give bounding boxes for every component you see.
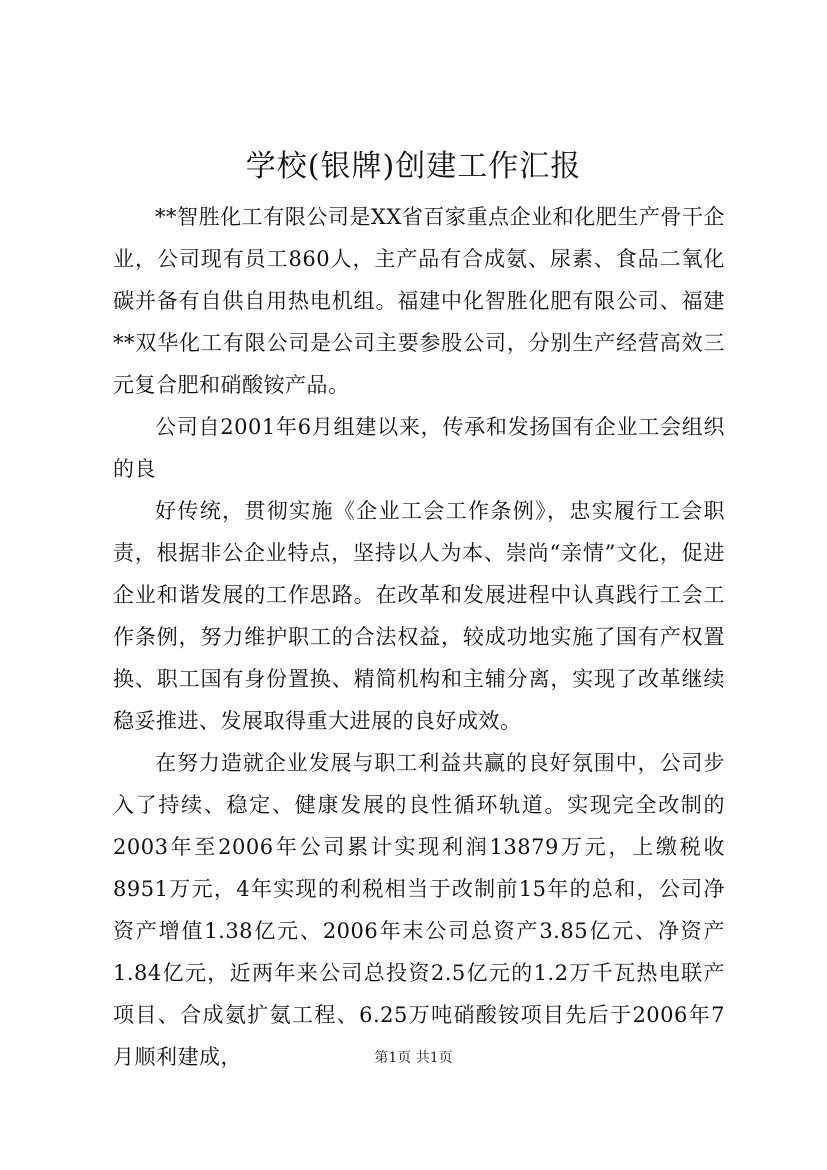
paragraph-development: 在努力造就企业发展与职工利益共赢的良好氛围中，公司步入了持续、稳定、健康发展的良性循环轨道。实现完全改制的2003年至2006年公司累计实现利润13879万元，上缴税收8951万元，4年实现的利税相当于改制前15年的总和，公司净资产增值1.38亿元、2006年末公司总资产3.85亿元、净资产1.84亿元，近两年来公司总投资2.5亿元的1.2万千瓦热电联产项目、合成氨扩氨工程、6.25万吨硝酸铵项目先后于2006年7月顺利建成， xyxy=(113,751,725,1069)
document-body xyxy=(113,196,725,1078)
paragraph-tradition: 好传统，贯彻实施《企业工会工作条例》，忠实履行工会职责，根据非公企业特点，坚持以人为本、崇尚“亲情”文化，促进企业和谐发展的工作思路。在改革和发展进程中认真践行工会工作条例，努力维护职工的合法权益，较成功地实施了国有产权置换、职工国有身份置换、精简机构和主辅分离，实现了改革继续稳妥推进、发展取得重大进展的良好成效。 xyxy=(113,499,725,733)
document-title: 学校(银牌)创建工作汇报 xyxy=(245,149,582,184)
page-footer: 第1页 共1页 xyxy=(374,1050,453,1066)
paragraph-founding: 公司自2001年6月组建以来，传承和发扬国有企业工会组织的良 xyxy=(113,415,725,481)
paragraph-company-intro: **智胜化工有限公司是XX省百家重点企业和化肥生产骨干企业，公司现有员工860人，主产品有合成氨、尿素、食品二氧化碳并备有自供自用热电机组。福建中化智胜化肥有限公司、福建**双华化工有限公司是公司主要参股公司，分别生产经营高效三元复合肥和硝酸铵产品。 xyxy=(113,205,725,397)
